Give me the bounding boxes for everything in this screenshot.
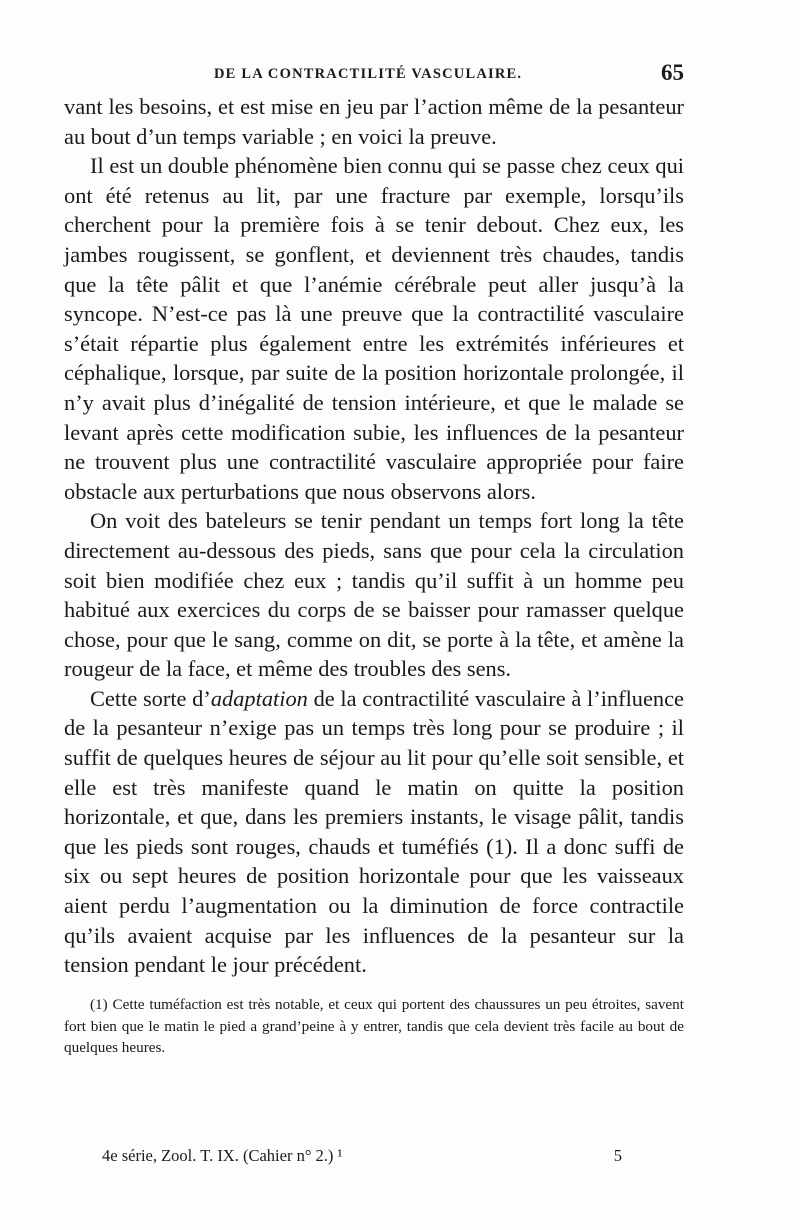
series-signature: 4e série, Zool. T. IX. (Cahier n° 2.) ¹	[102, 1146, 343, 1165]
paragraph-double-phenomenon: Il est un double phénomène bien connu qui se passe chez ceux qui ont été retenus au lit, par une fracture par exemple, lorsqu’ils cherchent pour la première fois à se tenir debout. Chez eux, les jambes rougissent, se gonflent, et deviennent très chaudes, tandis que la tête pâlit et que l’anémie cérébrale peut aller jusqu’à la syncope. N’est-ce pas là une preuve que la contractilité vasculaire s’était répartie plus également entre les extrémités inférieures et céphalique, lorsque, par suite de la position horizontale prolongée, il n’y avait plus d’inégalité de tension intérieure, et que le malade se levant après cette modification subie, les influences de la pesanteur ne trouvent plus une contractilité vasculaire appropriée pour faire obstacle aux perturbations que nous observons alors.	[64, 153, 684, 504]
printer-signature	[102, 1146, 622, 1170]
sheet-number: 5	[613, 1146, 622, 1165]
paragraph-adaptation-rest: de la contractilité vasculaire à l’influence de la pesanteur n’exige pas un temps très long pour se produire ; il suffit de quelques heures de séjour au lit pour qu’elle soit sensible, et elle est très manifeste quand le matin on quitte la position horizontale, et que, dans les premiers instants, le visage pâlit, tandis que les pieds sont rouges, chauds et tuméfiés (1). Il a donc suffi de six ou sept heures de position horizontale pour que les vaisseaux aient perdu l’augmentation ou la diminution de force contractile qu’ils avaient acquise par les influences de la pesanteur sur la tension pendant le jour précédent.	[64, 685, 684, 978]
paragraph-continuation: vant les besoins, et est mise en jeu par l’action même de la pesanteur au bout d’un temps variable ; en voici la preuve.	[64, 94, 684, 149]
running-head	[64, 60, 684, 90]
paragraph-acrobats: On voit des bateleurs se tenir pendant un temps fort long la tête directement au-dessous des pieds, sans que pour cela la circulation soit bien modifiée chez eux ; tandis qu’il suffit à un homme peu habitué aux exercices du corps de se baisser pour ramasser quelque chose, pour que le sang, comme on dit, se porte à la tête, et amène la rougeur de la face, et même des troubles des sens.	[64, 508, 684, 682]
footnote: (1) Cette tuméfaction est très notable, et ceux qui portent des chaussures un peu étroites, savent fort bien que le matin le pied a grand’peine à y entrer, tandis que cela devient très facile au bout de quelques heures.	[64, 996, 684, 1057]
page-number: 65	[661, 60, 684, 85]
italic-term-adaptation: adaptation	[210, 685, 308, 711]
running-title: DE LA CONTRACTILITÉ VASCULAIRE.	[214, 66, 523, 82]
body-text	[64, 92, 684, 980]
paragraph-adaptation	[64, 684, 684, 980]
paragraph-adaptation-start: Cette sorte d’	[90, 685, 211, 711]
